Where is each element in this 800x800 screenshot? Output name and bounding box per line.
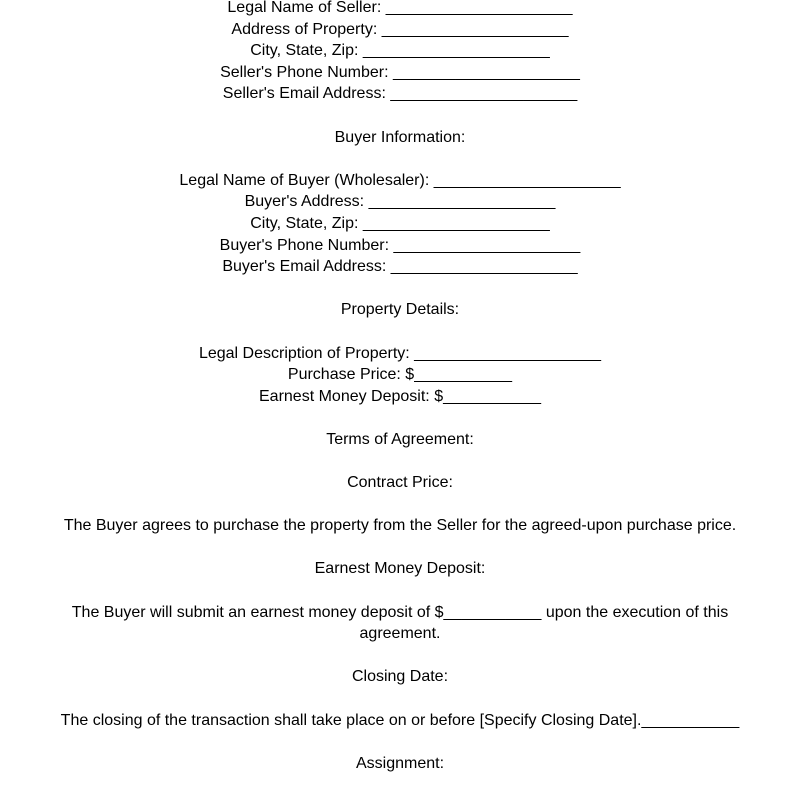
spacer bbox=[0, 731, 800, 753]
buyer-email-field: Buyer's Email Address: _____________________ bbox=[222, 258, 578, 276]
buyer-city-state-zip-field: City, State, Zip: _____________________ bbox=[250, 214, 550, 232]
seller-email-field: Seller's Email Address: _____________________ bbox=[222, 85, 578, 103]
earnest-money-paragraph-line-1: The Buyer will submit an earnest money deposit of $___________ upon the execution of this bbox=[71, 603, 729, 621]
buyer-legal-name-field: Legal Name of Buyer (Wholesaler): _____________________ bbox=[179, 171, 621, 189]
closing-date-heading: Closing Date: bbox=[351, 668, 449, 686]
spacer bbox=[0, 450, 800, 472]
closing-date-paragraph: The closing of the transaction shall take place on or before [Specify Closing Date].___________ bbox=[60, 711, 740, 729]
terms-of-agreement-heading: Terms of Agreement: bbox=[326, 430, 474, 448]
contract-price-heading: Contract Price: bbox=[347, 474, 453, 492]
earnest-money-deposit-heading: Earnest Money Deposit: bbox=[314, 560, 486, 578]
spacer bbox=[0, 645, 800, 667]
purchase-price-field: Purchase Price: $___________ bbox=[287, 366, 513, 384]
spacer bbox=[0, 278, 800, 300]
spacer bbox=[0, 537, 800, 559]
property-details-heading: Property Details: bbox=[340, 301, 460, 319]
buyer-information-heading: Buyer Information: bbox=[334, 128, 466, 146]
earnest-money-paragraph-line-2: agreement. bbox=[359, 625, 441, 643]
spacer bbox=[0, 494, 800, 516]
earnest-money-field: Earnest Money Deposit: $___________ bbox=[259, 387, 541, 405]
buyer-phone-field: Buyer's Phone Number: _____________________ bbox=[219, 236, 581, 254]
spacer bbox=[0, 321, 800, 343]
legal-description-field: Legal Description of Property: _____________________ bbox=[198, 344, 602, 362]
seller-property-address-field: Address of Property: _____________________ bbox=[231, 20, 569, 38]
spacer bbox=[0, 407, 800, 429]
spacer bbox=[0, 105, 800, 127]
contract-price-paragraph: The Buyer agrees to purchase the property from the Seller for the agreed-upon purchase price. bbox=[63, 517, 737, 535]
seller-legal-name-field: Legal Name of Seller: _____________________ bbox=[227, 0, 573, 16]
buyer-address-field: Buyer's Address: _____________________ bbox=[244, 193, 556, 211]
assignment-heading: Assignment: bbox=[355, 754, 445, 772]
seller-city-state-zip-field: City, State, Zip: _____________________ bbox=[250, 42, 550, 60]
spacer bbox=[0, 688, 800, 710]
seller-phone-field: Seller's Phone Number: _____________________ bbox=[220, 63, 580, 81]
spacer bbox=[0, 580, 800, 602]
spacer bbox=[0, 148, 800, 170]
